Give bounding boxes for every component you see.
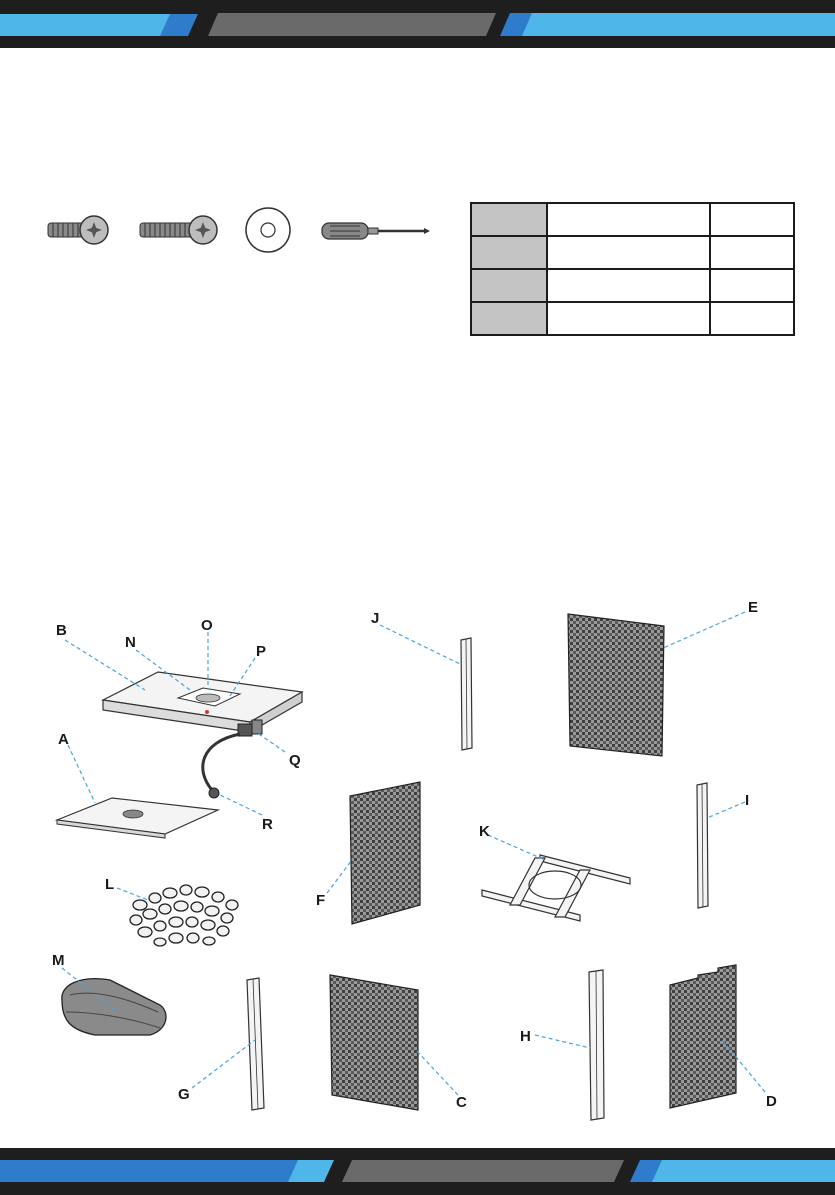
- part-label-i: I: [745, 792, 750, 809]
- part-label-p: P: [256, 643, 267, 660]
- frame-bracket-icon: [482, 855, 630, 921]
- part-label-m: M: [52, 952, 65, 969]
- part-label-e: E: [748, 599, 759, 616]
- part-label-c: C: [456, 1094, 467, 1111]
- part-label-q: Q: [289, 752, 301, 769]
- part-label-g: G: [178, 1086, 190, 1103]
- part-label-b: B: [56, 622, 67, 639]
- lava-rocks-icon: [130, 885, 238, 946]
- part-label-j: J: [371, 610, 380, 627]
- part-label-a: A: [58, 731, 69, 748]
- base-plate-icon: [57, 798, 218, 838]
- part-label-f: F: [316, 892, 326, 909]
- part-label-o: O: [201, 617, 213, 634]
- part-label-h: H: [520, 1028, 531, 1045]
- footer-band: [0, 1148, 835, 1195]
- fire-table-top-icon: [103, 672, 302, 798]
- part-label-d: D: [766, 1093, 777, 1110]
- part-label-k: K: [479, 823, 490, 840]
- part-label-r: R: [262, 816, 273, 833]
- part-label-l: L: [105, 876, 115, 893]
- cover-icon: [62, 979, 166, 1035]
- part-label-n: N: [125, 634, 136, 651]
